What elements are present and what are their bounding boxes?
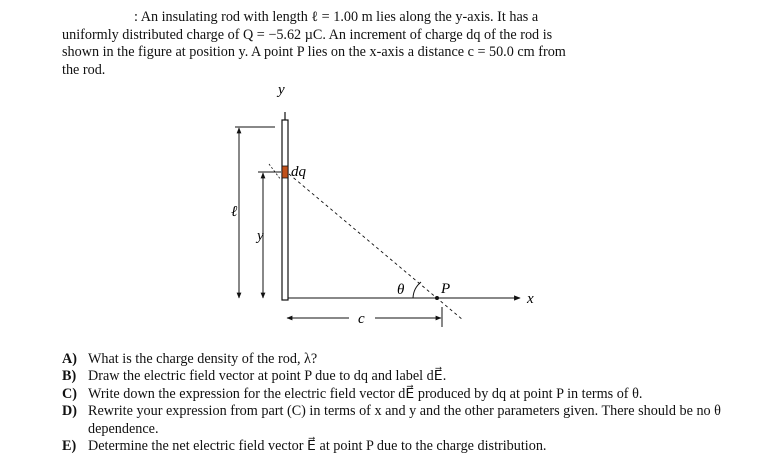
question-text: Rewrite your expression from part (C) in terms of x and y and the other parameters given. There should be no θ dependence. bbox=[88, 403, 721, 437]
question-A bbox=[62, 351, 722, 368]
point-P-label: P bbox=[441, 281, 451, 297]
question-label: C) bbox=[62, 385, 77, 402]
intro-line-4: the rod. bbox=[62, 61, 106, 78]
question-E bbox=[62, 438, 722, 455]
question-text: What is the charge density of the rod, λ? bbox=[88, 351, 318, 367]
question-text: Draw the electric field vector at point P due to dq and label dE⃗. bbox=[88, 368, 447, 385]
c-label: c bbox=[358, 311, 365, 327]
intro-line-2: uniformly distributed charge of Q = −5.62 µC. An increment of charge dq of the rod is bbox=[62, 26, 553, 43]
question-text: Write down the expression for the electric field vector dE⃗ produced by dq at point P in terms of θ. bbox=[88, 385, 643, 402]
question-text: Determine the net electric field vector E⃗ at point P due to the charge distribution. bbox=[88, 438, 547, 455]
rod-figure bbox=[225, 82, 545, 340]
point-P bbox=[435, 296, 439, 300]
intro-line-3: shown in the figure at position y. A point P lies on the x-axis a distance c = 50.0 cm from bbox=[62, 44, 566, 60]
problem-statement bbox=[62, 9, 662, 79]
question-list bbox=[62, 351, 722, 455]
y-axis-label: y bbox=[278, 82, 285, 98]
y-position-label: y bbox=[257, 228, 264, 244]
x-axis-label: x bbox=[527, 291, 534, 307]
question-D bbox=[62, 403, 722, 438]
question-label: A) bbox=[62, 351, 77, 367]
intro-line-1: : An insulating rod with length ℓ = 1.00 m lies along the y-axis. It has a bbox=[134, 9, 539, 25]
rod-diagram bbox=[225, 82, 545, 340]
question-C bbox=[62, 386, 722, 403]
length-label: ℓ bbox=[231, 204, 238, 220]
theta-label: θ bbox=[397, 282, 405, 298]
question-label: B) bbox=[62, 368, 77, 385]
question-label: D) bbox=[62, 403, 77, 420]
question-B bbox=[62, 368, 722, 385]
question-label: E) bbox=[62, 438, 77, 455]
insulating-rod bbox=[282, 120, 288, 300]
dq-label: dq bbox=[291, 164, 306, 180]
theta-arc bbox=[413, 282, 421, 298]
charge-element-dq bbox=[282, 166, 288, 178]
